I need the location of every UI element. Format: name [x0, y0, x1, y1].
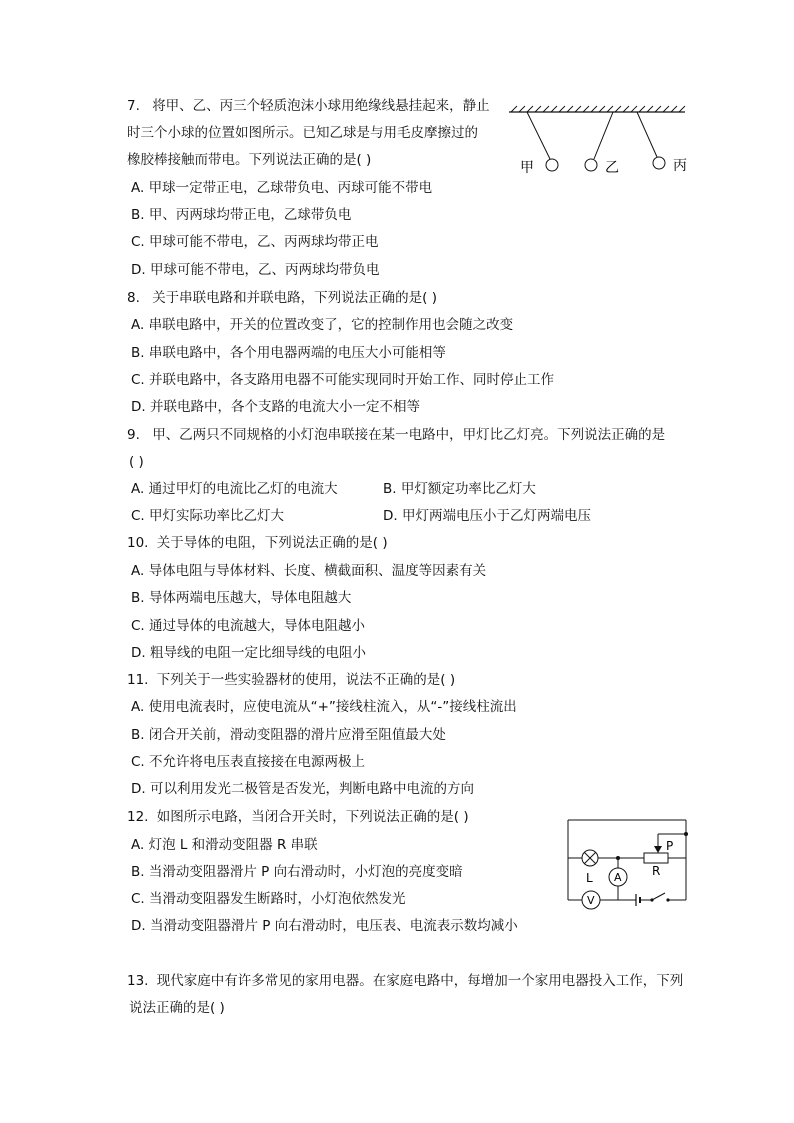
q9-option-b: B. 甲灯额定功率比乙灯大 — [383, 481, 536, 497]
q7-option-a: A. 甲球一定带正电，乙球带负电、丙球可能不带电 — [131, 180, 433, 196]
label-yi: 乙 — [605, 160, 619, 176]
q12-option-c: C. 当滑动变阻器发生断路时，小灯泡依然发光 — [131, 891, 406, 907]
q11-option-d: D. 可以利用发光二极管是否发光，判断电路中电流的方向 — [131, 781, 474, 797]
q13-number: 13. — [127, 973, 149, 989]
label-l: L — [586, 871, 593, 885]
q10-option-a: A. 导体电阻与导体材料、长度、横截面积、温度等因素有关 — [131, 563, 487, 579]
label-p: P — [666, 839, 674, 853]
thread-jia — [527, 112, 550, 159]
switch-blade — [652, 893, 665, 900]
label-bing: 丙 — [673, 158, 687, 174]
q9-option-c: C. 甲灯实际功率比乙灯大 — [131, 508, 285, 524]
ball-jia — [546, 159, 558, 171]
q12-number: 12. — [127, 809, 149, 825]
q7-number: 7. — [127, 98, 140, 114]
q13-stem-line-1 — [127, 972, 683, 990]
q8-stem-line-1 — [127, 289, 437, 307]
q12-stem-line-1 — [127, 808, 469, 826]
q11-option-c: C. 不允许将电压表直接接在电源两极上 — [131, 754, 366, 770]
q9-option-d: D. 甲灯两端电压小于乙灯两端电压 — [383, 508, 591, 524]
hanging-balls-figure — [505, 104, 695, 180]
q7-option-c: C. 甲球可能不带电，乙、丙两球均带正电 — [131, 234, 379, 250]
ball-bing — [653, 157, 665, 169]
q11-number: 11. — [127, 672, 149, 688]
q9-stem-line-2: ( ) — [129, 454, 144, 470]
q12-stem-text-1: 如图所示电路，当闭合开关时，下列说法正确的是( ) — [156, 809, 469, 825]
q8-option-a: A. 串联电路中，开关的位置改变了，它的控制作用也会随之改变 — [131, 317, 514, 333]
q10-number: 10. — [127, 535, 149, 551]
q13-stem-line-2: 说法正确的是( ) — [129, 1000, 225, 1016]
junction-dot — [616, 856, 620, 860]
q8-number: 8. — [127, 290, 140, 306]
q11-stem-text-1: 下列关于一些实验器材的使用，说法不正确的是( ) — [156, 672, 456, 688]
q7-stem-line-3: 橡胶棒接触而带电。下列说法正确的是( ) — [127, 152, 372, 168]
q11-option-b: B. 闭合开关前，滑动变阻器的滑片应滑至阻值最大处 — [131, 727, 446, 743]
label-r: R — [652, 864, 661, 878]
q8-stem-text-1: 关于串联电路和并联电路，下列说法正确的是( ) — [152, 290, 438, 306]
q9-option-a: A. 通过甲灯的电流比乙灯的电流大 — [131, 481, 338, 497]
slider-arrow-icon — [654, 846, 662, 853]
thread-yi — [594, 112, 613, 159]
label-a: A — [614, 871, 622, 884]
rheostat-symbol — [644, 853, 668, 863]
switch-contact — [666, 898, 669, 901]
q9-stem-line-1 — [127, 426, 665, 444]
q10-option-b: B. 导体两端电压越大，导体电阻越大 — [131, 590, 352, 606]
thread-bing — [637, 112, 657, 157]
q7-option-b: B. 甲、丙两球均带正电，乙球带负电 — [131, 207, 352, 223]
q7-option-d: D. 甲球可能不带电，乙、丙两球均带负电 — [131, 262, 380, 278]
q8-option-b: B. 串联电路中，各个用电器两端的电压大小可能相等 — [131, 345, 446, 361]
q12-option-b: B. 当滑动变阻器滑片 P 向右滑动时，小灯泡的亮度变暗 — [131, 864, 463, 880]
q10-option-c: C. 通过导体的电流越大，导体电阻越小 — [131, 618, 366, 634]
ball-yi — [585, 159, 597, 171]
label-v: V — [587, 894, 595, 907]
q11-stem-line-1 — [127, 671, 455, 689]
q9-stem-text-1: 甲、乙两只不同规格的小灯泡串联接在某一电路中，甲灯比乙灯亮。下列说法正确的是 — [152, 427, 666, 443]
circuit-diagram-figure — [560, 816, 692, 916]
q9-number: 9. — [127, 427, 140, 443]
q10-option-d: D. 粗导线的电阻一定比细导线的电阻小 — [131, 645, 366, 661]
q12-option-a: A. 灯泡 L 和滑动变阻器 R 串联 — [131, 837, 318, 853]
lamp-symbol — [582, 850, 598, 866]
q8-option-d: D. 并联电路中，各个支路的电流大小一定不相等 — [131, 399, 420, 415]
q7-stem-text-1: 将甲、乙、丙三个轻质泡沫小球用绝缘线悬挂起来，静止 — [152, 98, 490, 114]
q7-stem-line-1 — [127, 97, 490, 115]
q10-stem-text-1: 关于导体的电阻，下列说法正确的是( ) — [156, 535, 388, 551]
ceiling-hatching — [511, 106, 685, 112]
q10-stem-line-1 — [127, 534, 388, 552]
q13-stem-text-1: 现代家庭中有许多常见的家用电器。在家庭电路中，每增加一个家用电器投入工作，下列 — [156, 973, 684, 989]
q12-option-d: D. 当滑动变阻器滑片 P 向右滑动时，电压表、电流表示数均减小 — [131, 918, 518, 934]
junction-dot — [684, 832, 688, 836]
q8-option-c: C. 并联电路中，各支路用电器不可能实现同时开始工作、同时停止工作 — [131, 372, 555, 388]
q7-stem-line-2: 时三个小球的位置如图所示。已知乙球是与用毛皮摩擦过的 — [127, 125, 478, 141]
q11-option-a: A. 使用电流表时，应使电流从“+”接线柱流入，从“-”接线柱流出 — [131, 699, 517, 715]
label-jia: 甲 — [520, 160, 534, 176]
